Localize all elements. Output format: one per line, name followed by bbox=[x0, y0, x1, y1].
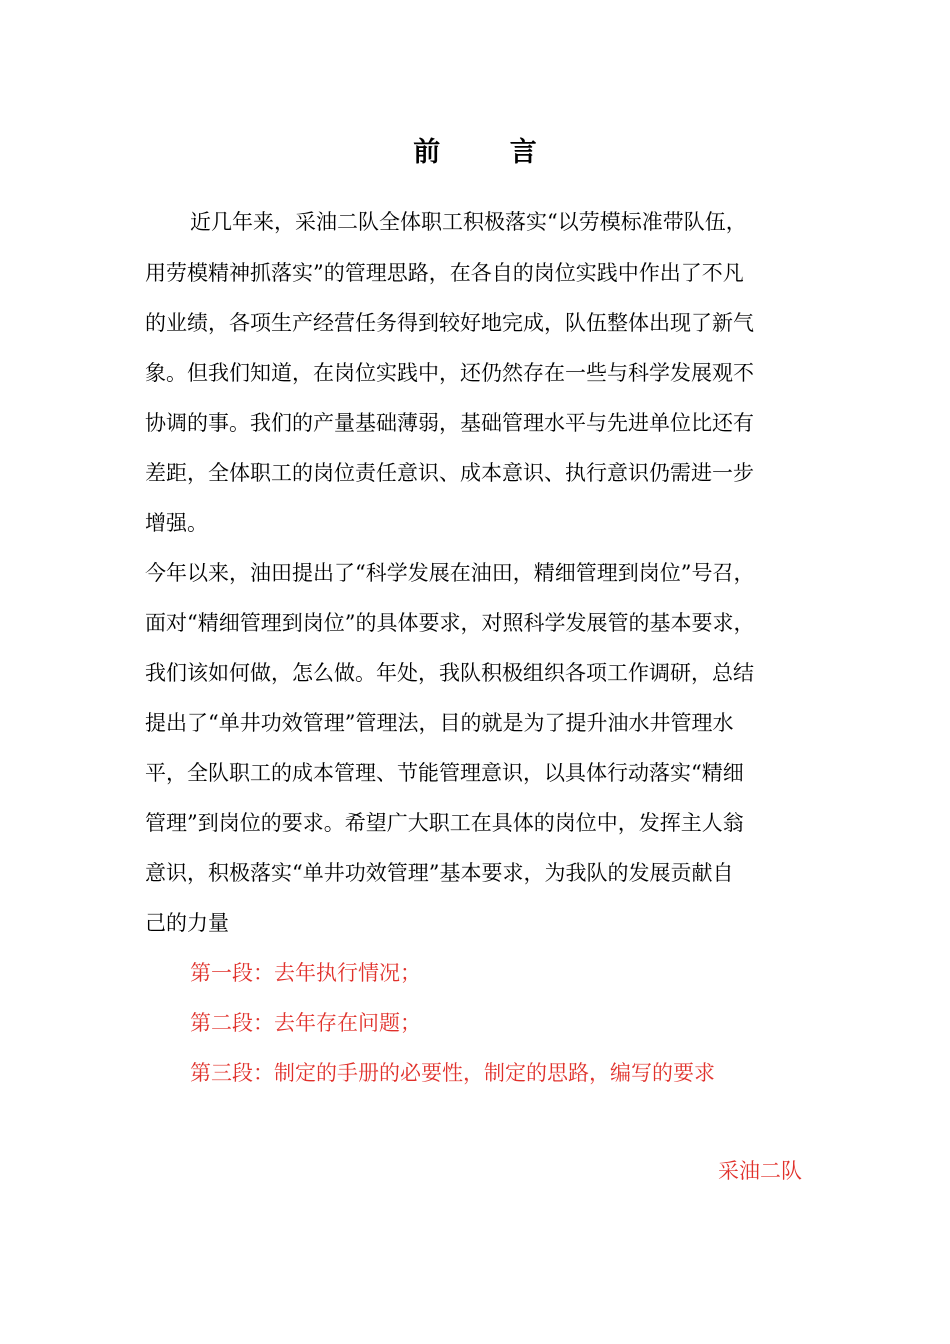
note-section-1: 第一段：去年执行情况； bbox=[190, 961, 421, 985]
note-section-2: 第二段：去年存在问题； bbox=[190, 1011, 421, 1035]
paragraph-1-line-1: 近几年来，采油二队全体职工积极落实“以劳模标准带队伍， bbox=[190, 210, 747, 234]
paragraph-1-line-5: 协调的事。我们的产量基础薄弱，基础管理水平与先进单位比还有 bbox=[145, 411, 754, 435]
paragraph-2-line-4: 提出了“单井功效管理”管理法，目的就是为了提升油水井管理水 bbox=[145, 711, 734, 735]
page-title: 前 言 bbox=[413, 137, 567, 168]
paragraph-2-line-3: 我们该如何做，怎么做。年处，我队积极组织各项工作调研，总结 bbox=[145, 661, 754, 685]
paragraph-1-line-6: 差距，全体职工的岗位责任意识、成本意识、执行意识仍需进一步 bbox=[145, 461, 754, 485]
signature: 采油二队 bbox=[718, 1159, 802, 1183]
paragraph-1-line-3: 的业绩，各项生产经营任务得到较好地完成，队伍整体出现了新气 bbox=[145, 311, 754, 335]
paragraph-2-line-1: 今年以来，油田提出了“科学发展在油田，精细管理到岗位”号召， bbox=[145, 561, 755, 585]
paragraph-2-line-7: 意识，积极落实“单井功效管理”基本要求，为我队的发展贡献自 bbox=[145, 861, 734, 885]
paragraph-2-line-8: 己的力量 bbox=[145, 911, 229, 935]
paragraph-2-line-6: 管理”到岗位的要求。希望广大职工在具体的岗位中，发挥主人翁 bbox=[145, 811, 744, 835]
paragraph-1-line-7: 增强。 bbox=[145, 511, 208, 535]
paragraph-2-line-2: 面对“精细管理到岗位”的具体要求，对照科学发展管的基本要求， bbox=[145, 611, 755, 635]
note-section-3: 第三段：制定的手册的必要性，制定的思路，编写的要求 bbox=[190, 1061, 715, 1085]
paragraph-2-line-5: 平，全队职工的成本管理、节能管理意识，以具体行动落实“精细 bbox=[145, 761, 744, 785]
paragraph-1-line-4: 象。但我们知道，在岗位实践中，还仍然存在一些与科学发展观不 bbox=[145, 361, 754, 385]
paragraph-1-line-2: 用劳模精神抓落实”的管理思路，在各自的岗位实践中作出了不凡 bbox=[145, 261, 744, 285]
